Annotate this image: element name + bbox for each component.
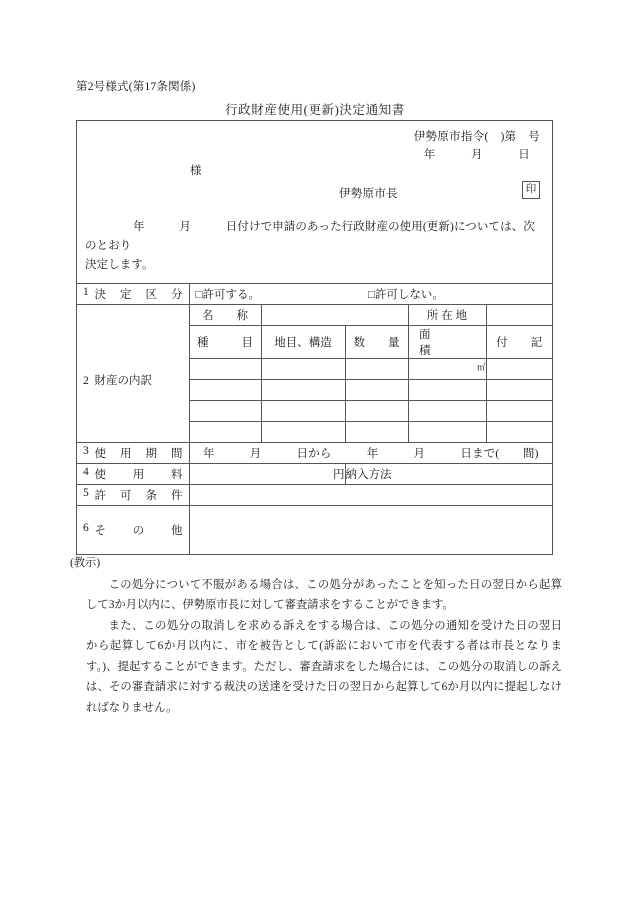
cell-quantity[interactable] [345, 380, 408, 401]
row-title-6: その他 [94, 524, 183, 537]
row-label-usage-period [77, 443, 189, 464]
intro-line-1: 年 月 日付けで申請のあった行政財産の使用(更新)については、次のとおり [85, 221, 535, 252]
row-title-3: 使用期間 [94, 448, 183, 460]
cell-land-structure[interactable] [261, 359, 345, 380]
cell-property-location-value[interactable] [486, 305, 552, 326]
property-label-spacer-lower [77, 401, 189, 443]
notification-form-frame [76, 120, 553, 555]
header-name: 名 称 [189, 305, 261, 326]
cell-category[interactable] [189, 401, 261, 422]
row-title-5: 許可条件 [94, 490, 183, 502]
row-number-6: 6 [83, 521, 89, 534]
cell-category[interactable] [189, 380, 261, 401]
table-row-usage-period [77, 443, 552, 464]
intro-line-2: 決定します。 [85, 259, 154, 271]
header-land-structure: 地目、構造 [261, 326, 345, 359]
document-title: 行政財産使用(更新)決定通知書 [225, 103, 405, 117]
checkbox-allow[interactable]: □許可する。 [195, 289, 260, 301]
cell-category[interactable] [189, 359, 261, 380]
row-label-permit-conditions [77, 485, 189, 506]
cell-remarks[interactable] [486, 359, 552, 380]
row-label-usage-fee [77, 464, 189, 485]
header-category: 種 目 [189, 326, 261, 359]
cell-land-structure[interactable] [261, 401, 345, 422]
property-label-spacer [77, 305, 189, 359]
cell-area[interactable] [408, 380, 486, 401]
row-title-1: 決定区分 [94, 289, 183, 301]
header-quantity: 数 量 [345, 326, 408, 359]
table-row-other [77, 506, 552, 554]
instructions-section [70, 553, 562, 718]
header-remarks: 付 記 [486, 326, 552, 359]
cell-quantity[interactable] [345, 422, 408, 443]
order-number: 伊勢原市指令( )第 号 [413, 131, 540, 143]
row-number-2: 2 [83, 374, 89, 387]
table-row-permit-conditions [77, 485, 552, 506]
decision-options-cell [189, 284, 552, 305]
cell-permit-conditions-value[interactable] [189, 485, 552, 506]
payment-method-label: 納入方法 [345, 469, 392, 481]
row-title-4: 使用料 [94, 469, 183, 481]
row-number-4: 4 [83, 466, 89, 478]
row-label-other [77, 506, 189, 554]
table-row-usage-fee [77, 464, 552, 485]
table-row-decision-category [77, 284, 552, 305]
row-number-1: 1 [83, 286, 89, 298]
cell-area[interactable] [408, 422, 486, 443]
cell-quantity[interactable] [345, 359, 408, 380]
issue-date-line: 年 月 日 [423, 149, 530, 161]
cell-property-name-value[interactable] [261, 305, 408, 326]
cell-payment-method[interactable] [345, 464, 552, 485]
cell-remarks[interactable] [486, 380, 552, 401]
cell-other-value[interactable] [189, 506, 552, 554]
row-title-2: 財産の内訳 [94, 374, 152, 387]
form-number: 第2号様式(第17条関係) [76, 81, 196, 93]
instructions-title: (教示) [70, 557, 101, 569]
row-number-3: 3 [83, 445, 89, 457]
usage-period-text: 年 月 日から 年 月 日まで( 間) [202, 448, 539, 460]
issuer-name: 伊勢原市長 [339, 188, 398, 200]
cell-land-structure[interactable] [261, 422, 345, 443]
row-label-decision-category [77, 284, 189, 305]
form-header [77, 121, 552, 218]
cell-area[interactable] [408, 401, 486, 422]
cell-usage-period-value[interactable] [189, 443, 552, 464]
cell-fee-amount[interactable] [189, 464, 345, 485]
instructions-paragraph-2: また、この処分の取消しを求める訴えをする場合は、この処分の通知を受けた日の翌日から起算して6か月以内に、市を被告として(訴訟において市を代表する者は市長となります。)、提起することができます。ただし、審査請求をした場合には、この処分の取消しの訴えは、その審査請求に対する裁決の送達を受けた日の翌日から起算して6か月以内に提起しなければなりません。 [86, 619, 562, 714]
row-label-property-breakdown [77, 359, 189, 401]
table-row [77, 401, 552, 422]
cell-remarks[interactable] [486, 401, 552, 422]
table-row [77, 359, 552, 380]
header-location: 所 在 地 [408, 305, 486, 326]
instructions-paragraph-1: この処分について不服がある場合は、この処分があったことを知った日の翌日から起算して3か月以内に、伊勢原市長に対して審査請求をすることができます。 [86, 578, 562, 611]
row-number-5: 5 [83, 487, 89, 499]
header-area: 面 積 [408, 326, 486, 359]
cell-quantity[interactable] [345, 401, 408, 422]
decision-details-table [77, 283, 552, 554]
cell-land-structure[interactable] [261, 380, 345, 401]
checkbox-deny[interactable]: □許可しない。 [367, 289, 444, 301]
seal-stamp-box: 印 [522, 181, 540, 199]
area-unit-label: ㎡ [476, 361, 486, 372]
table-row-property-header-upper [77, 305, 552, 326]
currency-unit-label: 円 [333, 469, 345, 481]
intro-paragraph [77, 218, 552, 283]
cell-category[interactable] [189, 422, 261, 443]
cell-remarks[interactable] [486, 422, 552, 443]
cell-area[interactable] [408, 359, 486, 380]
addressee-honorific: 様 [190, 165, 202, 177]
